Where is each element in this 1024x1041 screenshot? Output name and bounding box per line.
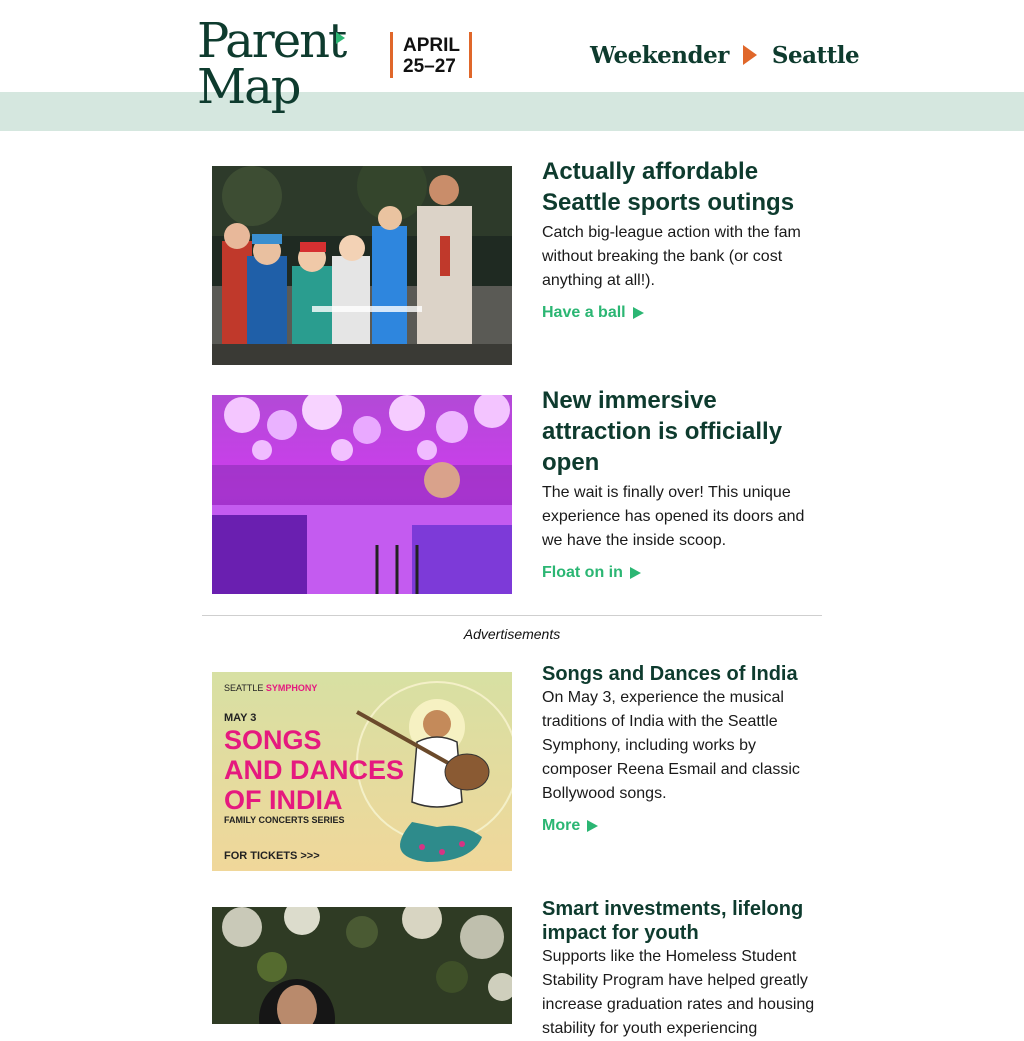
ad-brand-seattle: SEATTLE SYMPHONY (224, 683, 318, 693)
section-divider (202, 615, 822, 616)
issue-date (390, 32, 472, 78)
ad-image-youth[interactable] (212, 907, 512, 1024)
ad-series: FAMILY CONCERTS SERIES (224, 815, 345, 825)
story-description: Catch big-league action with the fam without breaking the bank (or cost anything at all!). (542, 224, 801, 289)
ad-headline-1: SONGS (224, 725, 322, 755)
ad-date: MAY 3 (224, 712, 257, 724)
tagline-city: Seattle (771, 41, 860, 69)
logo-word-parent: Parent (197, 13, 346, 69)
ad-title[interactable]: Songs and Dances of India (542, 663, 798, 685)
play-arrow-icon (630, 567, 641, 579)
ad-image-symphony[interactable] (212, 672, 512, 871)
float-on-in-link[interactable] (542, 564, 641, 582)
advertisements-label: Advertisements (463, 626, 561, 642)
story-text (542, 156, 824, 322)
ad-description: Supports like the Homeless Student Stability Program have helped greatly increase graduation rates and housing stability for youth experiencing (542, 948, 815, 1037)
header (0, 0, 1024, 92)
issue-date-days: 25–27 (403, 56, 456, 77)
tagline-weekender: Weekender (590, 41, 729, 69)
story-image-sports[interactable] (212, 166, 512, 365)
play-arrow-icon (633, 307, 644, 319)
cta-label: More (542, 817, 581, 834)
edition-tagline (590, 40, 859, 70)
cta-label: Have a ball (542, 304, 626, 321)
logo-word-map: Map (197, 59, 300, 115)
logo-play-icon (336, 32, 345, 44)
ad-tickets: FOR TICKETS >>> (224, 850, 320, 862)
more-link[interactable] (542, 817, 598, 835)
ad-text (542, 662, 824, 835)
ad-headline-3: OF INDIA (224, 785, 343, 815)
play-arrow-icon (587, 820, 598, 832)
story-title[interactable]: New immersive attraction is officially open (542, 387, 783, 476)
ad-description: On May 3, experience the musical traditions of India with the Seattle Symphony, including works by composer Reena Esmail and classic Bollywood songs. (542, 689, 800, 802)
story-image-immersive[interactable] (212, 395, 512, 594)
ad-text (542, 897, 824, 1041)
story-text (542, 385, 824, 582)
have-a-ball-link[interactable] (542, 304, 644, 322)
story-description: The wait is finally over! This unique experience has opened its doors and we have the inside scoop. (542, 484, 805, 549)
issue-date-month: APRIL (403, 35, 460, 56)
play-arrow-icon (743, 45, 757, 65)
story-title[interactable]: Actually affordable Seattle sports outings (542, 158, 795, 216)
ad-headline-2: AND DANCES (224, 755, 405, 785)
cta-label: Float on in (542, 564, 623, 581)
parentmap-logo[interactable] (197, 13, 357, 122)
ad-title[interactable]: Smart investments, lifelong impact for youth (542, 898, 804, 944)
header-band (0, 92, 1024, 131)
